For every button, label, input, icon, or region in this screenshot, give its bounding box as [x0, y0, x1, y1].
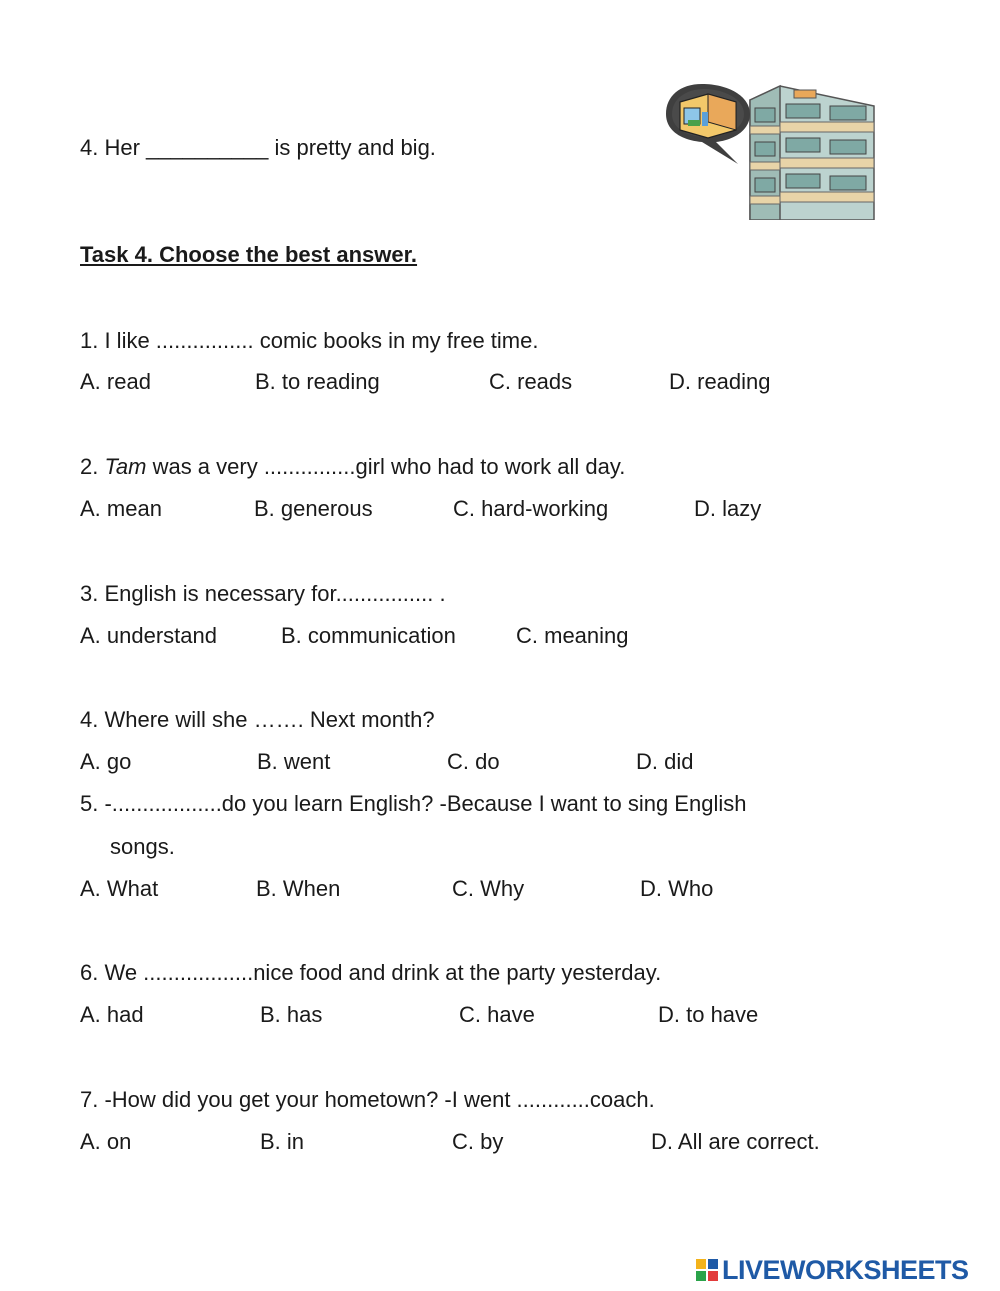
task-title: Task 4. Choose the best answer. [80, 242, 418, 267]
question-3-stem: 3. English is necessary for................ . [80, 581, 446, 606]
question-4-option-c[interactable]: C. do [447, 749, 500, 774]
question-6-stem: 6. We ..................nice food and drink at the party yesterday. [80, 960, 662, 985]
question-5-stem-continued: songs. [110, 834, 175, 859]
question-7-option-d[interactable]: D. All are correct. [651, 1129, 820, 1154]
question-1-stem: 1. I like ................ comic books in my free time. [80, 328, 539, 353]
question-1-option-a[interactable]: A. read [80, 369, 151, 394]
question-7-option-c[interactable]: C. by [452, 1129, 504, 1154]
question-4-stem: 4. Where will she ……. Next month? [80, 707, 435, 732]
liveworksheets-logo[interactable] [696, 1255, 969, 1285]
question-2-stem: 2. Tam was a very ...............girl who had to work all day. [80, 454, 626, 479]
question-7-option-b[interactable]: B. in [260, 1129, 305, 1154]
question-4-option-b[interactable]: B. went [257, 749, 331, 774]
question-3-option-a[interactable]: A. understand [80, 623, 217, 648]
question-3-option-c[interactable]: C. meaning [516, 623, 629, 648]
question-2-option-c[interactable]: C. hard-working [453, 496, 609, 521]
apartment-building-icon [662, 80, 878, 220]
question-6-option-a[interactable]: A. had [80, 1002, 144, 1027]
prev-question: 4. Her __________ is pretty and big. [80, 135, 436, 160]
question-5-option-a[interactable]: A. What [80, 876, 159, 901]
question-6-option-d[interactable]: D. to have [658, 1002, 759, 1027]
question-1-option-b[interactable]: B. to reading [255, 369, 380, 394]
logo-text: LIVEWORKSHEETS [722, 1254, 969, 1285]
question-7-option-a[interactable]: A. on [80, 1129, 132, 1154]
question-1-option-d[interactable]: D. reading [669, 369, 771, 394]
question-7-stem: 7. -How did you get your hometown? -I went ............coach. [80, 1087, 655, 1112]
liveworksheets-logo-icon [696, 1259, 718, 1281]
question-5-stem: 5. -..................do you learn English? -Because I want to sing English [80, 791, 747, 816]
question-2-option-a[interactable]: A. mean [80, 496, 162, 521]
question-4-option-a[interactable]: A. go [80, 749, 132, 774]
question-2-option-b[interactable]: B. generous [254, 496, 373, 521]
question-3-option-b[interactable]: B. communication [281, 623, 456, 648]
question-5-option-b[interactable]: B. When [256, 876, 341, 901]
question-4-option-d[interactable]: D. did [636, 749, 694, 774]
question-6-option-c[interactable]: C. have [459, 1002, 535, 1027]
question-2-option-d[interactable]: D. lazy [694, 496, 762, 521]
question-6-option-b[interactable]: B. has [260, 1002, 323, 1027]
question-5-option-c[interactable]: C. Why [452, 876, 525, 901]
question-1-option-c[interactable]: C. reads [489, 369, 573, 394]
question-5-option-d[interactable]: D. Who [640, 876, 714, 901]
